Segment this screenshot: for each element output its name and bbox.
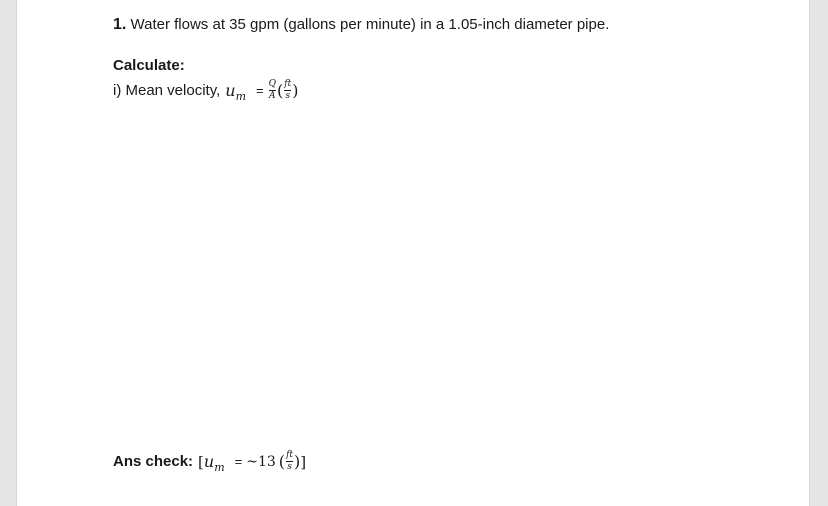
velocity-var: u (225, 81, 236, 100)
mean-velocity-symbol (225, 81, 247, 103)
fraction-denominator: A (269, 91, 276, 101)
velocity-subscript: m (235, 90, 247, 103)
part-i-label: i) Mean velocity, (113, 82, 221, 99)
answer-paren-close: ) (294, 452, 301, 471)
question-line (113, 16, 609, 34)
answer-subscript: m (214, 461, 225, 474)
equals-sign: = (256, 83, 264, 98)
q-over-a-fraction (269, 80, 276, 101)
answer-unit-fraction (286, 451, 293, 472)
paren-open: ( (277, 81, 284, 100)
answer-label: Ans check: (113, 453, 194, 470)
question-number: 1. (113, 16, 127, 33)
answer-paren-open: ( (278, 452, 286, 471)
bracket-close: ] (300, 452, 307, 471)
answer-equals-sign: = (234, 454, 243, 469)
paren-close: ) (292, 81, 299, 100)
fraction-numerator: Q (268, 79, 276, 89)
unit-denominator: s (285, 91, 291, 101)
answer-unit-denominator: s (287, 462, 292, 472)
bracket-open: [ (198, 452, 204, 471)
unit-numerator: ft (284, 79, 292, 89)
question-text: Water flows at 35 gpm (gallons per minute) in a 1.05-inch diameter pipe. (130, 16, 610, 33)
part-i-line (113, 80, 299, 101)
document-page (16, 0, 810, 506)
answer-value: ~13 (246, 453, 276, 470)
answer-var: u (203, 452, 215, 471)
calculate-heading: Calculate: (113, 57, 185, 74)
unit-fraction (284, 80, 291, 101)
answer-check-line (113, 451, 306, 472)
answer-velocity-symbol (203, 452, 225, 474)
answer-unit-numerator: ft (286, 450, 294, 460)
